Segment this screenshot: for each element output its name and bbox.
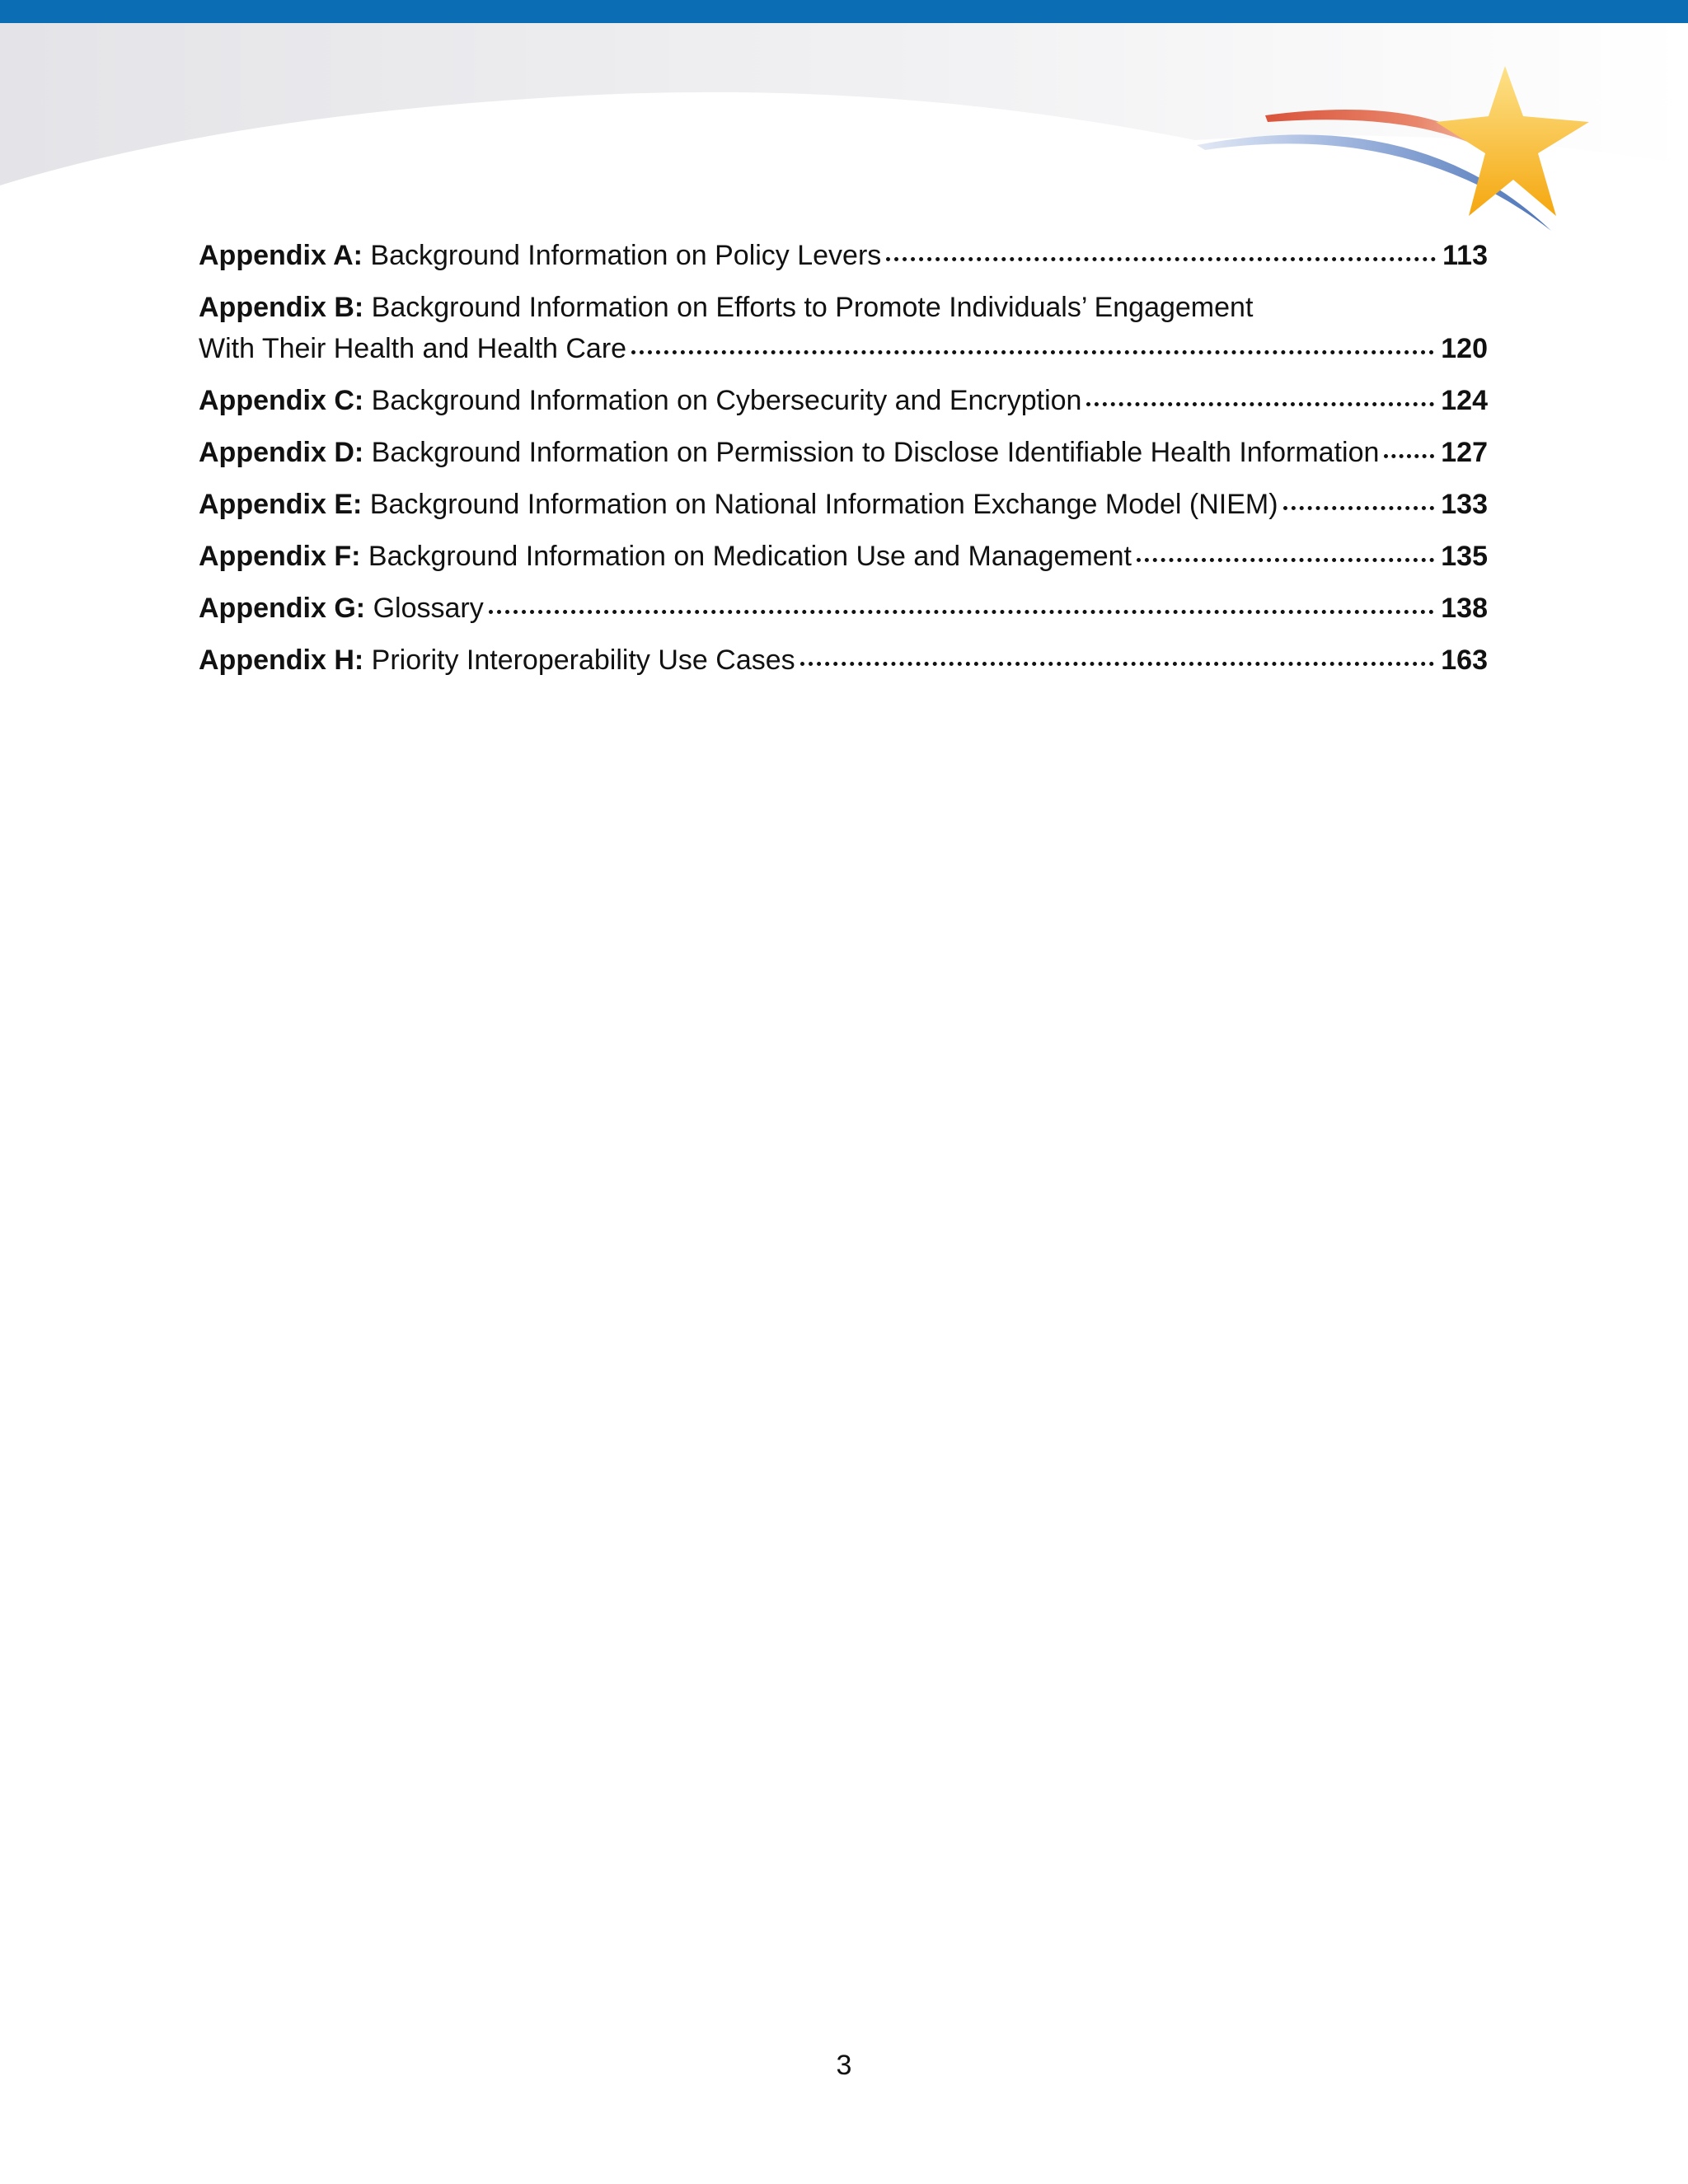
toc-entry-appendix-f[interactable] xyxy=(199,536,1488,577)
toc-leader-dots xyxy=(886,257,1436,261)
toc-title-continued: With Their Health and Health Care xyxy=(199,333,627,364)
toc-leader-dots xyxy=(1283,506,1435,510)
toc-leader-dots xyxy=(489,610,1435,614)
toc-label: Appendix C: xyxy=(199,385,364,416)
toc-line xyxy=(199,432,1488,473)
toc-entry-appendix-c[interactable] xyxy=(199,380,1488,421)
toc-title: Background Information on National Information Exchange Model (NIEM) xyxy=(369,489,1278,520)
toc-line xyxy=(199,287,1488,328)
toc-title: Glossary xyxy=(373,593,484,624)
toc-entry-appendix-g[interactable] xyxy=(199,588,1488,629)
page-number: 3 xyxy=(836,2050,852,2081)
toc-label: Appendix F: xyxy=(199,541,361,572)
toc-line xyxy=(199,235,1488,276)
toc-line xyxy=(199,536,1488,577)
toc-page-number: 135 xyxy=(1441,541,1488,572)
toc-leader-dots xyxy=(631,350,1434,354)
toc-page-number: 124 xyxy=(1441,385,1488,416)
toc-line xyxy=(199,328,1488,369)
toc-label: Appendix A: xyxy=(199,240,363,271)
toc-title: Background Information on Medication Use and Management xyxy=(368,541,1132,572)
toc-leader-dots xyxy=(1137,558,1434,562)
toc-title: Background Information on Efforts to Promote Individuals’ Engagement xyxy=(371,292,1254,323)
toc-title: Background Information on Cybersecurity and Encryption xyxy=(371,385,1082,416)
toc-page-number: 113 xyxy=(1442,240,1488,271)
toc-leader-dots xyxy=(1384,454,1434,458)
toc-entry-appendix-b[interactable] xyxy=(199,287,1488,369)
toc-entry-appendix-h[interactable] xyxy=(199,640,1488,681)
toc-page-number: 133 xyxy=(1441,489,1488,520)
toc-leader-dots xyxy=(800,662,1435,666)
toc-page-number: 138 xyxy=(1441,593,1488,624)
toc-leader-dots xyxy=(1086,402,1434,406)
toc-label: Appendix G: xyxy=(199,593,366,624)
header-decoration xyxy=(0,23,1688,254)
toc-entry-appendix-d[interactable] xyxy=(199,432,1488,473)
toc-line xyxy=(199,640,1488,681)
toc-page-number: 163 xyxy=(1441,644,1488,676)
toc-line xyxy=(199,484,1488,525)
toc-title: Priority Interoperability Use Cases xyxy=(371,644,795,676)
header-bar xyxy=(0,0,1688,23)
toc-label: Appendix D: xyxy=(199,437,364,468)
toc-label: Appendix H: xyxy=(199,644,364,676)
toc-page-number: 120 xyxy=(1441,333,1488,364)
toc-entry-appendix-e[interactable] xyxy=(199,484,1488,525)
toc-page-number: 127 xyxy=(1441,437,1488,468)
toc-label: Appendix B: xyxy=(199,292,364,323)
toc-entry-appendix-a[interactable] xyxy=(199,235,1488,276)
table-of-contents xyxy=(199,235,1488,691)
toc-label: Appendix E: xyxy=(199,489,363,520)
toc-title: Background Information on Policy Levers xyxy=(370,240,882,271)
toc-line xyxy=(199,588,1488,629)
toc-line xyxy=(199,380,1488,421)
toc-title: Background Information on Permission to Disclose Identifiable Health Information xyxy=(371,437,1380,468)
